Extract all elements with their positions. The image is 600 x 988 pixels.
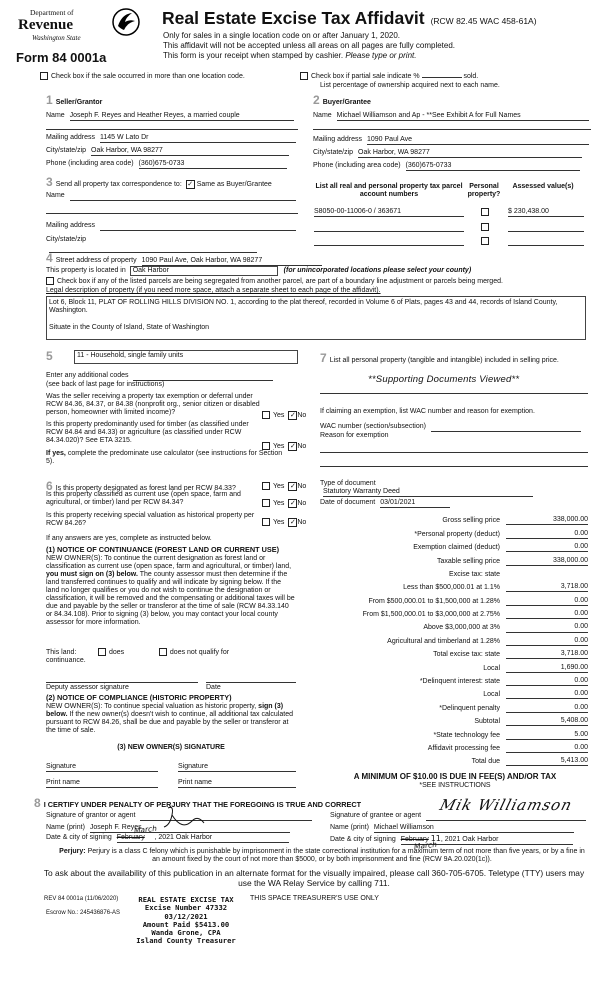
segregated-row: [46, 277, 592, 286]
forest-q2-no-check-icon[interactable]: ✓: [289, 500, 296, 507]
forest-q1-no-check-icon[interactable]: ✓: [289, 483, 296, 490]
grantee-name-label: Name (print): [330, 824, 369, 831]
forest-q1-no-label: No: [297, 483, 307, 490]
seller-name-field[interactable]: Joseph F. Reyes and Heather Reyes, a married couple: [70, 112, 294, 121]
street-address-field[interactable]: 1090 Paul Ave, Oak Harbor, WA 98277: [142, 257, 322, 266]
parcels-col1-header: List all real and personal property tax parcel account numbers: [315, 183, 463, 199]
seller-city-row: [46, 147, 298, 156]
same-as-buyer-label: Same as Buyer/Grantee: [196, 181, 272, 188]
owner-print-label-2: Print name: [178, 779, 212, 786]
assessed-value-field[interactable]: [508, 237, 584, 246]
personal-property-checkbox[interactable]: [481, 237, 489, 245]
grantee-name-row: [330, 824, 574, 833]
additional-codes-label: [46, 372, 273, 381]
forest-q2-answer: [262, 499, 306, 508]
grantee-date-handwritten: March: [413, 839, 438, 852]
located-in-label: This property is located in: [46, 267, 126, 274]
use-code-select[interactable]: 11 - Household, single family units: [74, 350, 298, 364]
use-q1-yes-label: Yes: [273, 412, 285, 419]
logo-state-text: Washington State: [32, 34, 81, 42]
seller-name-line2: [46, 128, 298, 130]
doc-date-field[interactable]: 03/01/2021: [380, 499, 450, 508]
seller-mail-field[interactable]: 1145 W Lato Dr: [100, 134, 296, 143]
notice2-b: sign (3) below.: [46, 703, 284, 719]
section-4-number: 4: [46, 251, 53, 265]
owner-signature-label-1: Signature: [46, 763, 76, 770]
corr-name-field[interactable]: [70, 192, 296, 201]
does-not-label: does not qualify for: [169, 648, 230, 656]
does-label: does: [108, 648, 125, 656]
tax-row-value[interactable]: 5.00: [506, 731, 588, 740]
notice2-title: (2) NOTICE OF COMPLIANCE (HISTORIC PROPERTY): [46, 693, 232, 702]
seller-mail-label: Mailing address: [46, 134, 96, 141]
header-sub2: This affidavit will not be accepted unless all areas on all pages are fully completed.: [163, 41, 456, 50]
tax-row-label: From $1,500,000.01 to $3,000,000 at 2.75%: [362, 611, 500, 619]
tax-row: [320, 673, 588, 686]
minimum-due-note: A MINIMUM OF $10.00 IS DUE IN FEE(S) AND/OR TAX: [353, 772, 557, 781]
partial-sale-check-row: [300, 72, 478, 81]
tax-row: [320, 566, 588, 579]
buyer-phone-label: Phone (including area code): [313, 162, 401, 169]
stamp-line: Wanda Grone, CPA: [151, 928, 221, 938]
grantor-date-field[interactable]: [117, 834, 289, 843]
forest-q2-no-label: No: [297, 500, 307, 507]
reason-label: Reason for exemption: [320, 432, 389, 439]
grantor-date-handwritten: March: [133, 823, 158, 836]
street-address-row: [46, 252, 586, 266]
notice1-body: [46, 555, 296, 627]
wa-emblem-icon: [112, 8, 140, 36]
correspondence-text: Send all property tax correspondence to:: [55, 181, 182, 188]
perjury-text: Perjury is a class C felony which is punishable by imprisonment in the state correctional institution for a maximum term of not more than five years, or by a fine in an amount fixed by the court of not more than $5000, or by both imprisonment and fine (RCW 9A.20.020(1c)).: [87, 848, 585, 864]
use-ifyes-bold: If yes,: [46, 450, 66, 457]
located-in-row: [46, 266, 586, 276]
use-q2-yes-label: Yes: [273, 443, 285, 450]
stamp-line: 03/12/2021: [164, 911, 208, 921]
partial-sale-checkbox[interactable]: [300, 72, 308, 80]
logo-revenue-text: Revenue: [18, 17, 73, 33]
escrow-number: Escrow No.: 245436876-AS: [46, 910, 121, 916]
tax-row-label: Local: [483, 664, 500, 672]
use-q1-no-check-icon[interactable]: ✓: [289, 412, 296, 419]
grantee-date-label: Date & city of signing: [330, 836, 396, 843]
treasurer-use-only: THIS SPACE TREASURER'S USE ONLY: [250, 895, 379, 902]
seller-city-field[interactable]: Oak Harbor, WA 98277: [91, 147, 289, 156]
owner-signature-label-2: Signature: [178, 763, 208, 770]
parcels-col2-header: Personal property?: [467, 183, 501, 199]
assessed-value-field[interactable]: [508, 223, 584, 232]
forest-q3: Is this property receiving special valuation as historical property per RCW 84.26?: [46, 512, 255, 528]
stamp-line: Amount Paid $5413.00: [142, 919, 230, 929]
use-q2-no-check-icon[interactable]: ✓: [289, 443, 296, 450]
partial-sale-sold: sold.: [463, 72, 479, 80]
grantee-name-field[interactable]: Michael Williamson: [374, 824, 574, 833]
use-ifyes-text: complete the predominate use calculator (see instructions for Section 5).: [46, 450, 283, 466]
stamp-line: Island County Treasurer: [136, 936, 236, 946]
tax-row-value[interactable]: 0.00: [506, 597, 588, 606]
tax-row: [320, 512, 588, 525]
wac-row: [320, 423, 588, 432]
forest-q1-yes-checkbox[interactable]: [262, 482, 270, 490]
tax-row-value[interactable]: 0.00: [506, 543, 588, 552]
notice2-a: NEW OWNER(S): To continue special valuation as historic property,: [46, 703, 257, 710]
buyer-mail-row: [313, 136, 591, 145]
tax-row-value[interactable]: 0.00: [506, 677, 588, 686]
form-title-row: [162, 8, 592, 28]
deputy-date-label: Date: [206, 684, 221, 691]
logo-dept-text: Department of: [30, 8, 74, 17]
grantor-date-struck: February: [116, 834, 145, 841]
tax-row: [320, 633, 588, 646]
multi-location-check-row: [40, 72, 245, 81]
partial-sale-label: Check box if partial sale indicate %: [311, 72, 420, 80]
does-not-checkbox[interactable]: [159, 648, 167, 656]
tax-row: [320, 646, 588, 659]
buyer-name-line2: [313, 128, 591, 130]
tax-row: [320, 539, 588, 552]
tax-row-label: Gross selling price: [442, 517, 500, 525]
buyer-name-row: [313, 112, 591, 121]
notice2-body: [46, 703, 296, 735]
grantor-date-row: [46, 834, 289, 843]
tax-row-value[interactable]: 338,000.00: [506, 557, 588, 566]
deputy-date-line[interactable]: [206, 681, 296, 683]
does-checkbox[interactable]: [98, 648, 106, 656]
doc-date-row: [320, 499, 588, 508]
tax-row: [320, 592, 588, 605]
corr-city-row: [46, 236, 298, 253]
tax-row: [320, 619, 588, 632]
exemption-label: If claiming an exemption, list WAC number and reason for exemption.: [320, 408, 535, 415]
corr-city-label: City/state/zip: [46, 236, 87, 243]
tax-row-value[interactable]: 1,690.00: [506, 664, 588, 673]
buyer-mail-label: Mailing address: [313, 136, 363, 143]
deputy-signature-label: Deputy assessor signature: [46, 684, 129, 691]
tax-row-value[interactable]: 5,413.00: [506, 757, 588, 766]
seller-name-row: [46, 112, 298, 121]
section-5-number: 5: [46, 349, 53, 363]
parcels-col3-header: Assessed value(s): [512, 183, 574, 190]
grantee-signature-label: Signature of grantee or agent: [330, 812, 422, 819]
supporting-docs-note: **Supporting Documents Viewed**: [368, 374, 520, 385]
personal-property-checkbox[interactable]: [481, 208, 489, 216]
tax-row-label: Agricultural and timberland at 1.28%: [387, 637, 500, 645]
tax-row: [320, 525, 588, 538]
grantor-name-field[interactable]: Joseph F. Reyes: [90, 824, 290, 833]
buyer-phone-field[interactable]: (360)675-0733: [406, 162, 580, 171]
header-sub3-text: This form is your receipt when stamped by cashier.: [163, 51, 344, 60]
corr-mail-label: Mailing address: [46, 222, 96, 229]
form-title: Real Estate Excise Tax Affidavit: [162, 8, 425, 28]
legal-desc-label: Legal description of property (if you need more space, attach a separate sheet to each page of the affidavit).: [46, 287, 381, 294]
forest-q3-yes-checkbox[interactable]: [262, 518, 270, 526]
tax-row-value[interactable]: 0.00: [506, 530, 588, 539]
tax-row: [320, 753, 588, 766]
section-1-number: 1: [46, 93, 53, 107]
corr-mail-row: [46, 222, 298, 231]
this-land-row: [46, 648, 296, 657]
grantee-city: , 2021 Oak Harbor: [440, 836, 499, 843]
use-q1: Was the seller receiving a property tax exemption or deferral under RCW 84.36, 84.37, or 84.38 (nonprofit org., senior citizen or disabled person, homeowner with limited income)?: [46, 393, 260, 417]
tax-row-value[interactable]: 0.00: [506, 704, 588, 713]
forest-q1: Is this property designated as forest land per RCW 84.33?: [55, 485, 236, 492]
forest-q2-yes-checkbox[interactable]: [262, 499, 270, 507]
seller-name-label: Name: [46, 112, 65, 119]
grantor-date-label: Date & city of signing: [46, 834, 112, 841]
tax-row: [320, 740, 588, 753]
grantor-name-label: Name (print): [46, 824, 85, 831]
corr-name-label: Name: [46, 192, 65, 199]
forest-q3-answer: [262, 518, 306, 527]
notice1-b: you must sign on (3) below.: [46, 571, 138, 579]
tax-row-value[interactable]: 0.00: [506, 610, 588, 619]
continuance-label: continuance.: [46, 657, 86, 664]
buyer-mail-field[interactable]: 1090 Paul Ave: [367, 136, 589, 145]
tax-row-value[interactable]: 5,408.00: [506, 717, 588, 726]
same-as-buyer-check-icon[interactable]: ✓: [187, 181, 194, 188]
tax-row-label: Total excise tax: state: [433, 651, 500, 659]
tax-row-value[interactable]: 338,000.00: [506, 516, 588, 525]
seller-heading-row: [46, 94, 102, 108]
tax-row-label: Affidavit processing fee: [427, 744, 500, 752]
personal-property-checkbox[interactable]: [481, 223, 489, 231]
seller-heading: Seller/Grantor: [55, 99, 103, 106]
use-q1-no-label: No: [297, 412, 307, 419]
grantor-name-row: [46, 824, 290, 833]
street-address-label: Street address of property: [55, 257, 137, 264]
tax-row-value[interactable]: 0.00: [506, 744, 588, 753]
corr-mail-field[interactable]: [100, 222, 296, 231]
tax-row-label: Above $3,000,000 at 3%: [423, 624, 500, 632]
forest-q3-no-check-icon[interactable]: ✓: [289, 519, 296, 526]
header-sub3-italic: Please type or print.: [345, 51, 417, 60]
tax-row: [320, 699, 588, 712]
doc-type-row: [320, 480, 588, 497]
tax-row-value[interactable]: 0.00: [506, 637, 588, 646]
section-7-number: 7: [320, 351, 327, 365]
grantee-date-row: [330, 834, 573, 845]
buyer-name-field[interactable]: Michael Williamson and Ap - **See Exhibit A for Full Names: [337, 112, 589, 121]
parcel-number-field[interactable]: [314, 237, 464, 246]
assessed-value-field[interactable]: $ 230,438.00: [508, 208, 584, 217]
rev-number: REV 84 0001a (11/06/2020): [44, 896, 119, 902]
doc-type-label: Type of document: [320, 480, 376, 487]
certify-text: I CERTIFY UNDER PENALTY OF PERJURY THAT THE FOREGOING IS TRUE AND CORRECT: [43, 800, 362, 809]
tax-table: [320, 512, 588, 766]
located-in-select[interactable]: Oak Harbor: [130, 266, 278, 276]
header-sub1: Only for sales in a single location code on or after January 1, 2020.: [163, 31, 401, 40]
legal-desc-text1: Lot 6, Block 11, PLAT OF ROLLING HILLS DIVISION NO. 1, according to the plat thereof, recorded in Volume 6 of Plats, pages 43 and 44, records of Island County, Washington.: [49, 299, 558, 315]
perjury-row: [58, 848, 586, 864]
grantee-signature: Mik Williamson: [437, 796, 575, 814]
tax-row-label: Excise tax: state: [449, 570, 500, 578]
tax-row: [320, 686, 588, 699]
unincorporated-note: (for unincorporated locations please select your county): [283, 267, 472, 274]
reason-line-2[interactable]: [320, 465, 588, 467]
tax-row-label: Exemption claimed (deduct): [413, 544, 500, 552]
additional-codes-text: Enter any additional codes: [46, 372, 129, 379]
parcel-row: [314, 237, 584, 249]
deputy-signature-line[interactable]: [46, 681, 198, 683]
notice1-title: (1) NOTICE OF CONTINUANCE (FOREST LAND OR CURRENT USE): [46, 545, 280, 554]
forest-q3-yes-label: Yes: [273, 519, 285, 526]
notice1-c: The county assessor must then determine if the land transferred continues to qualify and will indicate by signing below. If the land no longer qualifies or you do not wish to continue the designation or classification, it will be removed and the compensating or additional taxes will be due and payable by the seller or transferor at the time of sale (RCW 84.33.140 or 84.34.108). Prior to signing (3) below, you may contact your local county assessor for more information.: [46, 571, 295, 627]
buyer-heading-row: [313, 94, 371, 108]
personal-property-line[interactable]: [320, 392, 588, 394]
doc-date-label: Date of document: [320, 499, 376, 506]
wac-label: WAC number (section/subsection): [320, 423, 426, 430]
tax-row-label: *Delinquent penalty: [439, 704, 500, 712]
tax-row: [320, 713, 588, 726]
section-2-number: 2: [313, 93, 320, 107]
parcel-row: [314, 223, 584, 235]
reason-line-1[interactable]: [320, 451, 588, 453]
partial-sale-percent-field[interactable]: [422, 77, 462, 78]
forest-q1-answer: [262, 482, 306, 491]
parcel-number-field[interactable]: [314, 223, 464, 232]
buyer-city-label: City/state/zip: [313, 149, 354, 156]
perjury-bold: Perjury:: [59, 848, 86, 855]
wac-field[interactable]: [431, 423, 581, 432]
tax-row-label: *Delinquent interest: state: [419, 678, 500, 686]
dor-logo: [14, 4, 142, 54]
owner-print-label-1: Print name: [46, 779, 80, 786]
alternate-format-note: To ask about the availability of this publication in an alternate format for the visually impaired, please call 360-705-6705. Teletype (TTY) users may use the WA Relay Service by calling 711.: [43, 868, 585, 888]
buyer-phone-row: [313, 162, 591, 171]
forest-q1-yes-label: Yes: [273, 483, 285, 490]
parcel-row: [314, 208, 584, 220]
seller-phone-field[interactable]: (360)675-0733: [139, 160, 287, 169]
legal-desc-text2: Situate in the County of Island, State of Washington: [49, 324, 210, 332]
tax-row-label: *Personal property (deduct): [414, 530, 500, 538]
buyer-heading: Buyer/Grantee: [322, 99, 371, 106]
new-owner-signature-heading: (3) NEW OWNER(S) SIGNATURE: [117, 744, 225, 751]
partial-sale-note: List percentage of ownership acquired next to each name.: [320, 82, 500, 89]
additional-codes-note: (see back of last page for instructions): [46, 381, 165, 388]
grantor-city: , 2021 Oak Harbor: [154, 834, 213, 841]
seller-phone-row: [46, 160, 298, 169]
buyer-city-field[interactable]: Oak Harbor, WA 98277: [358, 149, 582, 158]
notice1-a: NEW OWNER(S): To continue the current designation as forest land or classification as current use (open space, farm and agricultural, or timber) land,: [46, 555, 292, 571]
use-q2: Is this property predominantly used for timber (as classified under RCW 84.84 and 84.33) or agriculture (as classified under RCW 84.34.020)? See ETA 3215.: [46, 421, 249, 445]
tax-row-label: Less than $500,000.01 at 1.1%: [403, 584, 500, 592]
treasurer-stamp: [126, 896, 246, 946]
correspondence-row: [46, 176, 272, 190]
grantee-date-struck: February: [400, 836, 429, 843]
tax-row-label: Total due: [471, 758, 500, 766]
additional-codes-field[interactable]: [133, 372, 273, 381]
forest-q2-yes-label: Yes: [273, 500, 285, 507]
stamp-line: Excise Number 47332: [144, 903, 228, 913]
segregated-label: Check box if any of the listed parcels are being segregated from another parcel, are part of a boundary line adjustment or parcels being merged.: [57, 277, 503, 285]
section-8-number: 8: [34, 796, 41, 810]
multi-location-checkbox[interactable]: [40, 72, 48, 80]
buyer-name-label: Name: [313, 112, 332, 119]
notice2-c: If the new owner(s) doesn't wish to continue, all additional tax calculated pursuant to RCW 84.26, shall be due and payable by the seller or transferor at the time of sale.: [46, 711, 294, 735]
tax-row-value[interactable]: 0.00: [506, 690, 588, 699]
personal-property-text: List all personal property (tangible and intangible) included in selling price.: [329, 357, 559, 364]
tax-row-label: Local: [483, 691, 500, 699]
use-q2-yes-checkbox[interactable]: [262, 442, 270, 450]
tax-row: [320, 606, 588, 619]
stamp-line: REAL ESTATE EXCISE TAX: [138, 895, 234, 904]
doc-type-field[interactable]: Statutory Warranty Deed: [323, 488, 533, 497]
section-3-number: 3: [46, 175, 53, 189]
tax-row: [320, 552, 588, 565]
parcel-number-field[interactable]: S8050-00-11006-0 / 363671: [314, 208, 464, 217]
multi-location-label: Check box if the sale occurred in more than one location code.: [51, 72, 245, 80]
forest-q2: Is this property classified as current use (open space, farm and agricultural, or timber) land per RCW 84.34?: [46, 491, 241, 507]
forest-answer-note: If any answers are yes, complete as instructed below.: [46, 535, 212, 542]
tax-row-value[interactable]: 3,718.00: [506, 650, 588, 659]
use-q1-answer: [262, 411, 306, 420]
tax-row-value[interactable]: 3,718.00: [506, 583, 588, 592]
tax-row-label: From $500,000.01 to $1,500,000 at 1.28%: [368, 597, 500, 605]
forest-q3-no-label: No: [297, 519, 307, 526]
section-6-number: 6: [46, 479, 53, 493]
tax-row-value[interactable]: 0.00: [506, 623, 588, 632]
grantor-signature-label: Signature of grantor or agent: [46, 812, 136, 819]
seller-city-label: City/state/zip: [46, 147, 87, 154]
tax-row: [320, 726, 588, 739]
header-sub3: [163, 51, 416, 60]
tax-row-label: Taxable selling price: [436, 557, 500, 565]
seller-phone-label: Phone (including area code): [46, 160, 134, 167]
corr-name-row: [46, 192, 298, 201]
corr-name-line2: [46, 212, 298, 214]
grantee-date-day: 11: [430, 834, 441, 843]
legal-desc-box[interactable]: [46, 296, 586, 340]
use-ifyes-row: [46, 450, 286, 466]
this-land-label: This land:: [46, 648, 77, 656]
use-q1-yes-checkbox[interactable]: [262, 411, 270, 419]
use-q2-no-label: No: [297, 443, 307, 450]
form-title-ref: (RCW 82.45 WAC 458-61A): [430, 16, 537, 26]
tax-row-label: *State technology fee: [433, 731, 500, 739]
personal-property-row: [320, 352, 588, 366]
buyer-city-row: [313, 149, 591, 158]
form-number: Form 84 0001a: [16, 50, 107, 65]
tax-row-label: Subtotal: [474, 718, 500, 726]
see-instructions-note: *SEE INSTRUCTIONS: [419, 782, 491, 789]
tax-row: [320, 659, 588, 672]
seller-mail-row: [46, 134, 298, 143]
segregated-checkbox[interactable]: [46, 277, 54, 285]
tax-row: [320, 579, 588, 592]
